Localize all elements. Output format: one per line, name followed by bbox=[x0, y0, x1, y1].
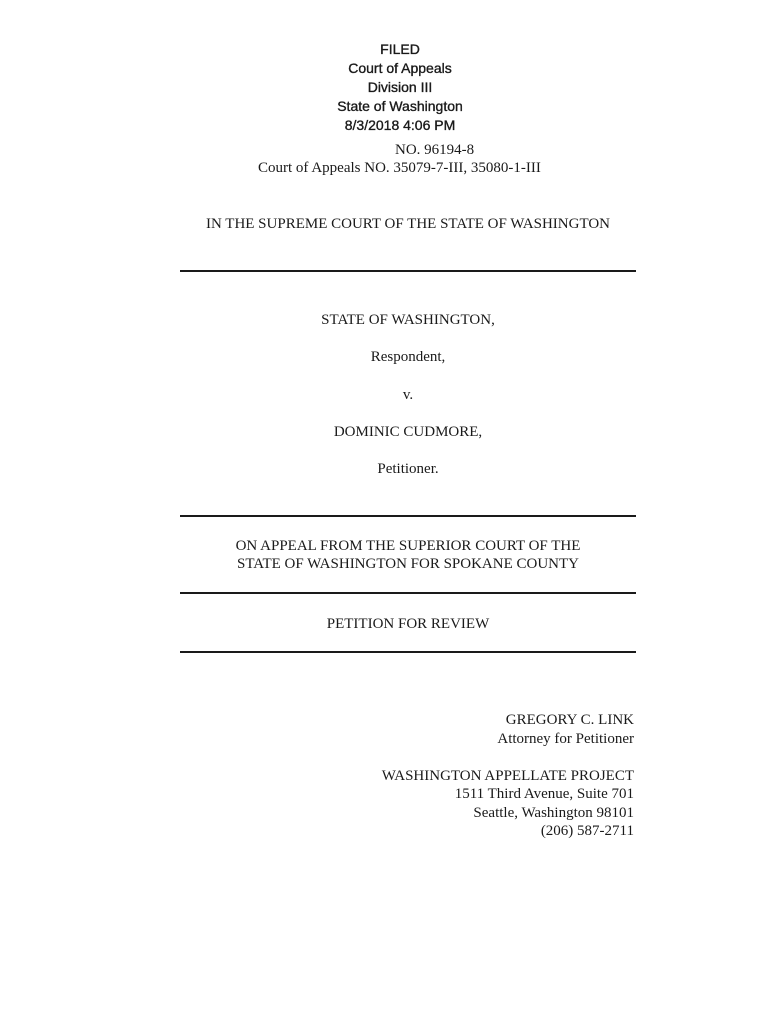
party-state-role: Respondent, bbox=[370, 349, 446, 365]
attorney-address-1: 1511 Third Avenue, Suite 701 bbox=[454, 786, 634, 802]
party-state: STATE OF WASHINGTON, bbox=[321, 312, 495, 328]
stamp-court: Court of Appeals bbox=[348, 60, 452, 76]
party-defendant: DOMINIC CUDMORE, bbox=[333, 424, 483, 440]
appeal-line-1: ON APPEAL FROM THE SUPERIOR COURT OF THE bbox=[235, 538, 581, 554]
rule-title-bottom bbox=[180, 651, 636, 653]
rule-appeal-bottom bbox=[180, 592, 636, 594]
appeals-case-number: Court of Appeals NO. 35079-7-III, 35080-1-III bbox=[258, 160, 541, 176]
court-title: IN THE SUPREME COURT OF THE STATE OF WASHINGTON bbox=[205, 216, 611, 232]
document-title: PETITION FOR REVIEW bbox=[326, 616, 490, 632]
stamp-state: State of Washington bbox=[337, 98, 463, 114]
attorney-phone: (206) 587-2711 bbox=[540, 823, 634, 839]
stamp-datetime: 8/3/2018 4:06 PM bbox=[344, 117, 456, 133]
stamp-filed: FILED bbox=[380, 41, 420, 57]
attorney-org: WASHINGTON APPELLATE PROJECT bbox=[381, 768, 634, 784]
stamp-division: Division III bbox=[367, 79, 433, 95]
filing-stamp bbox=[0, 40, 770, 135]
attorney-role: Attorney for Petitioner bbox=[497, 731, 634, 747]
versus: v. bbox=[402, 387, 414, 403]
rule-caption-bottom bbox=[180, 515, 636, 517]
attorney-name: GREGORY C. LINK bbox=[505, 712, 634, 728]
appeal-line-2: STATE OF WASHINGTON FOR SPOKANE COUNTY bbox=[236, 556, 580, 572]
rule-top bbox=[180, 270, 636, 272]
supreme-case-number: NO. 96194-8 bbox=[395, 142, 475, 158]
attorney-address-2: Seattle, Washington 98101 bbox=[473, 805, 634, 821]
party-defendant-role: Petitioner. bbox=[377, 461, 439, 477]
